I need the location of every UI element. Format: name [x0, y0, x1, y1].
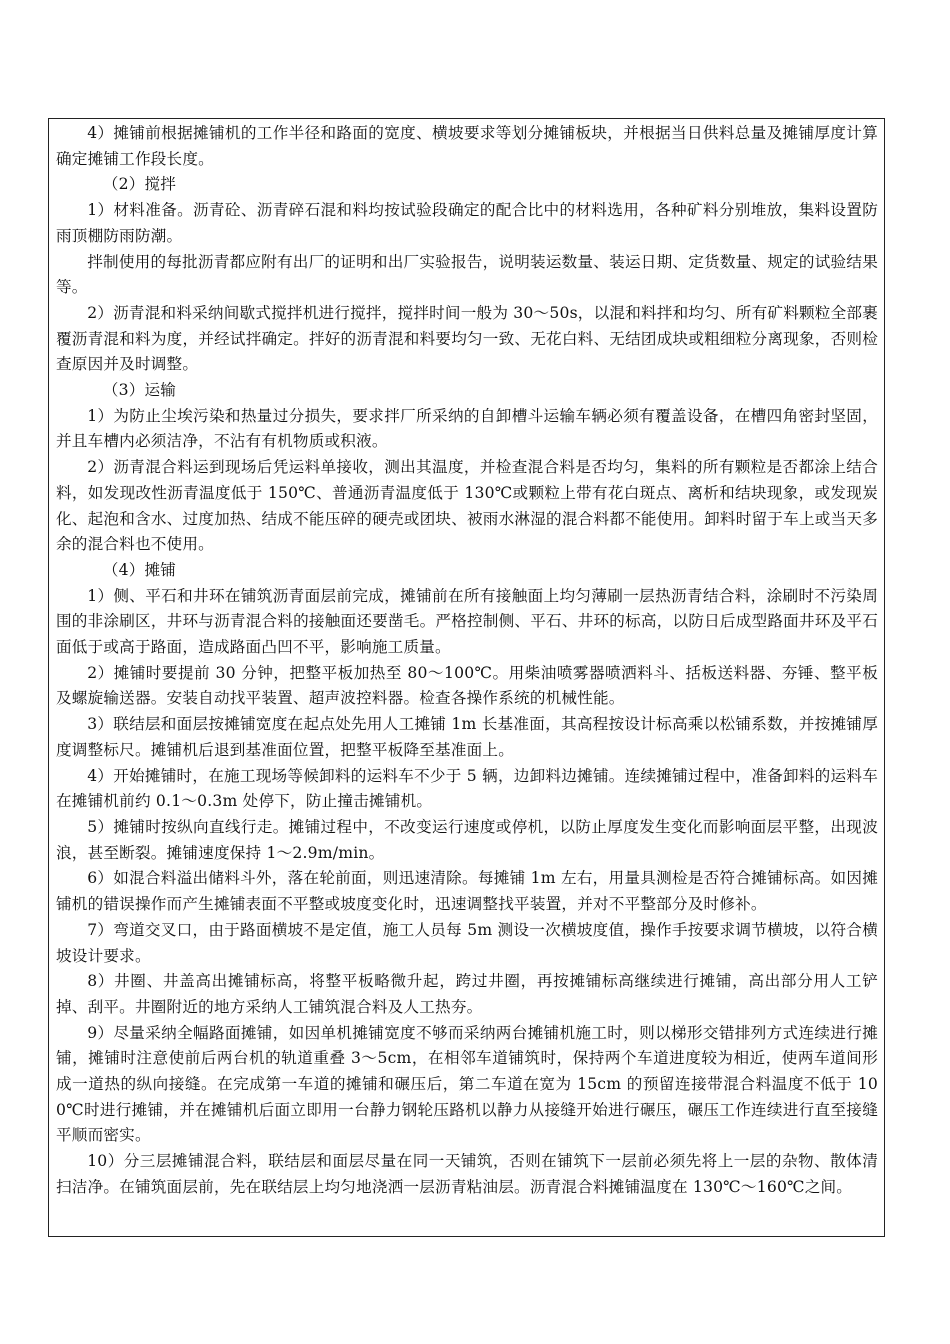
paragraph-full-width-paving: 9）尽量采纳全幅路面摊铺，如因单机摊铺宽度不够而采纳两台摊铺机施工时，则以梯形交错排列方式连续进行摊铺，摊铺时注意使前后两台机的轨道重叠 3～5cm，在相邻车道铺筑时，保持两个车道进度较为相近，使两车道间形成一道热的纵向接缝。在完成第一车道的摊铺和碾压后，第二车道在宽为 15cm 的预留连接带混合料温度不低于 100℃时进行摊铺，并在摊铺机后面立即用一台静力钢轮压路机以静力从接缝开始进行碾压，碾压工作连续进行直至接缝平顺而密实。	[56, 1023, 878, 1145]
paragraph-step-4-paving-plan: 4）摊铺前根据摊铺机的工作半径和路面的宽度、横坡要求等划分摊铺板块，并根据当日供料总量及摊铺厚度计算确定摊铺工作段长度。	[56, 124, 878, 168]
paragraph-spill-cleanup: 6）如混合料溢出储料斗外，落在轮前面，则迅速清除。每摊铺 1m 左右，用量具测检是否符合摊铺标高。如因摊铺机的错误操作而产生摊铺表面不平整或坡度变化时，迅速调整找平装置，并对不平整部分及时修补。	[56, 869, 878, 914]
paragraph-three-layer-paving: 10）分三层摊铺混合料，联结层和面层尽量在同一天铺筑，否则在铺筑下一层前必须先将上一层的杂物、散体清扫洁净。在铺筑面层前，先在联结层上均匀地浇洒一层沥青粘油层。沥青混合料摊铺温度在 130℃～160℃之间。	[56, 1152, 878, 1196]
paragraph-screed-preheat: 2）摊铺时要提前 30 分钟，把整平板加热至 80～100℃。用柴油喷雾器喷洒料斗、括板送料器、夯锤、整平板及螺旋输送器。安装自动找平装置、超声波控料器。检查各操作系统的机械性能。	[56, 663, 878, 708]
section-heading-paving: （4）摊铺	[102, 560, 177, 579]
paragraph-asphalt-certificates: 拌制使用的每批沥青都应附有出厂的证明和出厂实验报告，说明装运数量、装运日期、定货数量、规定的试验结果等。	[56, 252, 878, 297]
paragraph-start-paving: 4）开始摊铺时，在施工现场等候卸料的运料车不少于 5 辆，边卸料边摊铺。连续摊铺过程中，准备卸料的运料车在摊铺机前约 0.1～0.3m 处停下，防止撞击摊铺机。	[56, 766, 878, 811]
paragraph-reference-surface: 3）联结层和面层按摊铺宽度在起点处先用人工摊铺 1m 长基准面，其高程按设计标高乘以松铺系数，并按摊铺厚度调整标尺。摊铺机后退到基准面位置，把整平板降至基准面上。	[56, 715, 878, 759]
paragraph-paving-direction: 5）摊铺时按纵向直线行走。摊铺过程中，不改变运行速度或停机，以防止厚度发生变化而影响面层平整，出现波浪，甚至断裂。摊铺速度保持 1～2.9m/min。	[56, 817, 878, 862]
section-heading-mixing: （2）搅拌	[102, 175, 177, 194]
document-frame	[48, 118, 885, 1237]
paragraph-mix-inspection: 2）沥青混合料运到现场后凭运料单接收，测出其温度，并检查混合料是否均匀，集料的所有颗粒是否都涂上结合料，如发现改性沥青温度低于 150℃、普通沥青温度低于 130℃或颗粒上带有花白斑点、离析和结块现象，或发现炭化、起泡和含水、过度加热、结成不能压碎的硬壳或团块、被雨水淋湿的混合料都不能使用。卸料时留于车上或当天多余的混合料也不使用。	[56, 458, 878, 554]
paragraph-transport-vehicles: 1）为防止尘埃污染和热量过分损失，要求拌厂所采纳的自卸槽斗运输车辆必须有覆盖设备，在槽四角密封坚固，并且车槽内必须洁净，不沾有有机物质或积液。	[56, 406, 878, 451]
paragraph-batch-mixer: 2）沥青混和料采纳间歇式搅拌机进行搅拌，搅拌时间一般为 30～50s，以混和料拌和均匀、所有矿料颗粒全部裹覆沥青混和料为度，并经试拌确定。拌好的沥青混和料要均匀一致、无花白料、无结团成块或粗细粒分离现象，否则检查原因并及时调整。	[56, 303, 878, 374]
paragraph-curves-intersections: 7）弯道交叉口，由于路面横坡不是定值，施工人员每 5m 测设一次横坡度值，操作手按要求调节横坡，以符合横坡设计要求。	[56, 920, 878, 965]
paragraph-curb-and-well-rings: 1）侧、平石和井环在铺筑沥青面层前完成，摊铺前在所有接触面上均匀薄刷一层热沥青结合料，涂刷时不污染周围的非涂刷区，井环与沥青混合料的接触面还要凿毛。严格控制侧、平石、井环的标高，以防日后成型路面井环及平石面低于或高于路面，造成路面凸凹不平，影响施工质量。	[56, 586, 878, 657]
paragraph-material-preparation: 1）材料准备。沥青砼、沥青碎石混和料均按试验段确定的配合比中的材料选用，各种矿料分别堆放，集料设置防雨顶棚防雨防潮。	[56, 201, 878, 245]
section-heading-transport: （3）运输	[102, 381, 177, 400]
paragraph-manholes: 8）井圈、井盖高出摊铺标高，将整平板略微升起，跨过井圈，再按摊铺标高继续进行摊铺，高出部分用人工铲掉、刮平。井圈附近的地方采纳人工铺筑混合料及人工热夯。	[56, 972, 878, 1016]
